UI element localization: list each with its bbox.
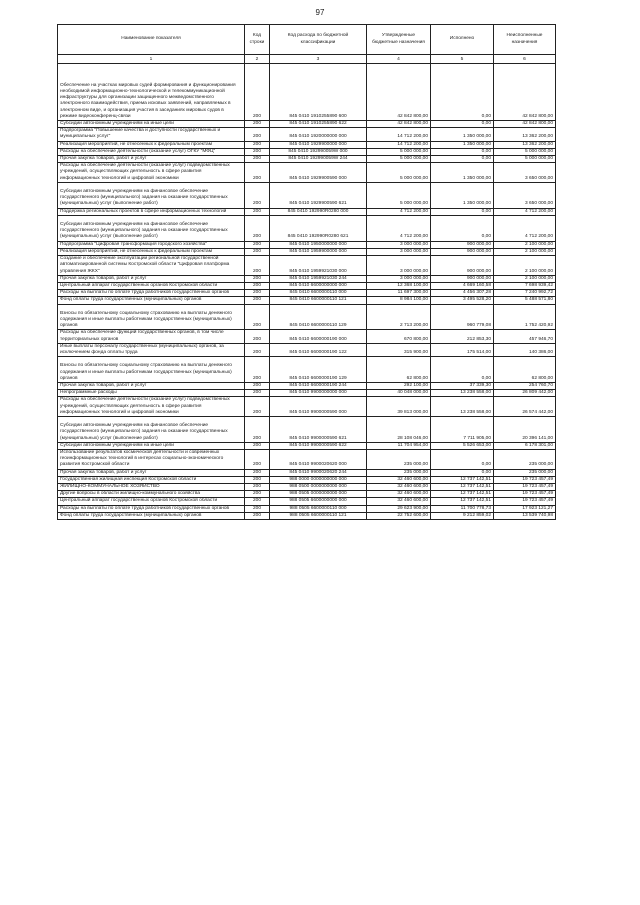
row-budget-code: 845 0410 1920000000 000 [270, 128, 367, 141]
row-budget-code: 845 0410 1910255890 622 [270, 121, 367, 128]
row-budget-code: 845 0410 9900000590 621 [270, 416, 367, 442]
row-name [58, 141, 245, 148]
row-name [58, 256, 245, 276]
row-name-text: Использование результатов космической деятельности и современных геоинформационных технологий в интересах социально-экономического развития Костромской области [60, 449, 224, 468]
table-row [58, 469, 556, 476]
column-number: 2 [245, 55, 270, 64]
row-budget-code: 845 0410 1959900000 000 [270, 248, 367, 255]
row-name-text: Центральный аппарат государственных органов Костромской области [60, 282, 218, 288]
row-budget-code: 845 0410 6600000190 122 [270, 343, 367, 356]
table-row [58, 282, 556, 289]
row-executed: 4 669 160,58 [431, 282, 494, 289]
row-executed: 960 779,08 [431, 304, 494, 330]
row-name-text: Субсидии автономным учреждениям на финансовое обеспечение государственного (муниципального) задания на оказание государственных (муниципальных) услуг (выполнение работ) [60, 423, 228, 441]
row-executed: 1 350 000,00 [431, 128, 494, 141]
row-name [58, 182, 245, 208]
row-budget-code: 845 0410 9900020620 244 [270, 469, 367, 476]
row-line-code: 200 [245, 141, 270, 148]
header-budget-code: Код расхода по бюджетной классификации [270, 25, 367, 55]
row-name-text: Реализация мероприятий, не отнесенных к федеральным проектам [60, 248, 212, 254]
row-line-code: 200 [245, 498, 270, 505]
row-line-code: 200 [245, 297, 270, 304]
table-header-row [58, 25, 556, 55]
row-budget-code: 845 0410 1950000000 000 [270, 241, 367, 248]
row-budget-code: 845 0410 9900000590 000 [270, 397, 367, 417]
row-name [58, 163, 245, 183]
table-row [58, 390, 556, 397]
row-name [58, 442, 245, 449]
row-budget-code: 845 0410 6600000190 000 [270, 330, 367, 343]
table-row [58, 343, 556, 356]
row-unexecuted: 19 723 457,49 [494, 498, 556, 505]
row-unexecuted: 19 723 457,49 [494, 476, 556, 483]
row-name-text: ЖИЛИЩНО-КОММУНАЛЬНОЕ ХОЗЯЙСТВО [60, 483, 160, 489]
row-approved: 235 000,00 [367, 449, 431, 469]
row-approved: 22 752 600,00 [367, 512, 431, 519]
row-name-text: Расходы на обеспечение деятельности (оказание услуг) подведомственных учреждений, осуществляющих деятельность в сфере развития информационных технологий и цифровой экономики [60, 397, 230, 415]
row-executed: 0,00 [431, 357, 494, 383]
column-number: 3 [270, 55, 367, 64]
row-name-text: Прочая закупка товаров, работ и услуг [60, 382, 147, 388]
row-line-code: 200 [245, 442, 270, 449]
row-name-text: Государственная жилищная инспекция Костромской области [60, 476, 197, 482]
row-approved: 40 048 000,00 [367, 390, 431, 397]
row-executed: 1 350 000,00 [431, 163, 494, 183]
table-row [58, 442, 556, 449]
row-line-code: 200 [245, 416, 270, 442]
table-row [58, 215, 556, 241]
row-unexecuted: 19 723 457,49 [494, 491, 556, 498]
header-line-code: Код строки [245, 25, 270, 55]
row-executed: 12 737 142,51 [431, 476, 494, 483]
row-unexecuted: 2 100 000,00 [494, 275, 556, 282]
row-name-text: Субсидии автономным учреждениям на иные цели [60, 442, 174, 448]
row-name-text: Субсидии автономным учреждениям на финансовое обеспечение государственного (муниципального) задания на оказание государственных (муниципальных) услуг (выполнение работ) [60, 189, 228, 207]
table-row [58, 483, 556, 490]
table-row [58, 248, 556, 255]
row-line-code: 200 [245, 505, 270, 512]
row-name [58, 156, 245, 163]
row-budget-code: 845 0410 192990R0280 000 [270, 208, 367, 215]
table-row [58, 156, 556, 163]
row-unexecuted: 13 362 200,00 [494, 141, 556, 148]
row-executed: 175 514,00 [431, 343, 494, 356]
row-budget-code: 845 0410 6600000110 121 [270, 297, 367, 304]
row-approved: 11 704 954,00 [367, 442, 431, 449]
row-budget-code: 845 0410 192990R0280 621 [270, 215, 367, 241]
row-unexecuted: 254 760,70 [494, 382, 556, 389]
row-budget-code: 845 0410 9900020620 000 [270, 449, 367, 469]
row-budget-code: 845 0410 1929900000 000 [270, 141, 367, 148]
row-approved: 5 000 000,00 [367, 156, 431, 163]
column-number: 1 [58, 55, 245, 64]
row-line-code: 200 [245, 282, 270, 289]
row-name [58, 148, 245, 155]
row-line-code: 200 [245, 469, 270, 476]
row-line-code: 200 [245, 476, 270, 483]
header-executed: Исполнено [431, 25, 494, 55]
table-row [58, 256, 556, 276]
row-unexecuted: 140 386,00 [494, 343, 556, 356]
table-row [58, 476, 556, 483]
row-line-code: 200 [245, 156, 270, 163]
row-unexecuted: 6 178 301,00 [494, 442, 556, 449]
row-executed: 1 350 000,00 [431, 182, 494, 208]
table-row [58, 297, 556, 304]
row-approved: 5 000 000,00 [367, 163, 431, 183]
row-executed: 13 238 558,00 [431, 397, 494, 417]
table-row [58, 163, 556, 183]
row-approved: 62 800,00 [367, 357, 431, 383]
row-line-code: 200 [245, 330, 270, 343]
table-row [58, 182, 556, 208]
table-row [58, 148, 556, 155]
row-executed: 0,00 [431, 148, 494, 155]
row-name [58, 343, 245, 356]
row-line-code: 200 [245, 343, 270, 356]
row-name-text: Прочая закупка товаров, работ и услуг [60, 275, 147, 281]
row-line-code: 200 [245, 208, 270, 215]
row-unexecuted: 42 842 800,00 [494, 121, 556, 128]
row-name-text: Субсидии автономным учреждениям на иные цели [60, 121, 174, 127]
row-budget-code: 845 0410 192990059W 000 [270, 148, 367, 155]
row-line-code: 200 [245, 390, 270, 397]
row-unexecuted: 235 000,00 [494, 469, 556, 476]
row-line-code: 200 [245, 182, 270, 208]
row-name [58, 390, 245, 397]
row-unexecuted: 5 000 000,00 [494, 156, 556, 163]
row-approved: 4 712 200,00 [367, 215, 431, 241]
row-line-code: 200 [245, 248, 270, 255]
row-approved: 3 000 000,00 [367, 275, 431, 282]
row-name-text: Расходы на обеспечение деятельности (оказание услуг) подведомственных учреждений, осуществляющих деятельность в сфере развития информационных технологий и цифровой экономики [60, 163, 230, 181]
row-unexecuted: 42 842 800,00 [494, 64, 556, 121]
row-unexecuted: 3 650 000,00 [494, 182, 556, 208]
row-name-text: Создание и обеспечение эксплуатации региональной государственной автоматизированной системы Костромской области "Цифровая платформа управления ЖКХ" [60, 256, 230, 274]
row-unexecuted: 13 539 740,98 [494, 512, 556, 519]
row-unexecuted: 26 574 442,00 [494, 397, 556, 417]
row-name-text: Расходы на обеспечение функций государственных органов, в том числе территориальных органов [60, 330, 224, 342]
row-executed: 12 737 142,51 [431, 483, 494, 490]
row-executed: 0,00 [431, 121, 494, 128]
row-unexecuted: 5 488 571,80 [494, 297, 556, 304]
row-approved: 29 623 900,00 [367, 505, 431, 512]
table-row [58, 304, 556, 330]
row-approved: 5 000 000,00 [367, 182, 431, 208]
row-name [58, 282, 245, 289]
row-executed: 0,00 [431, 469, 494, 476]
row-budget-code: 845 0410 1959921030 244 [270, 275, 367, 282]
row-approved: 235 000,00 [367, 469, 431, 476]
row-approved: 4 712 200,00 [367, 208, 431, 215]
row-executed: 0,00 [431, 215, 494, 241]
row-executed: 900 000,00 [431, 275, 494, 282]
row-approved: 2 713 200,00 [367, 304, 431, 330]
row-budget-code: 988 0505 6600000000 000 [270, 498, 367, 505]
table-row [58, 382, 556, 389]
row-name-text: Взносы по обязательному социальному страхованию на выплаты денежного содержания и иные выплаты работникам государственных (муниципальных) органов [60, 310, 232, 329]
row-name-text: Взносы по обязательному социальному страхованию на выплаты денежного содержания и иные выплаты работникам государственных (муниципальных) органов [60, 363, 232, 381]
row-budget-code: 845 0410 6600000110 000 [270, 290, 367, 297]
row-executed: 4 456 307,28 [431, 290, 494, 297]
row-unexecuted: 20 396 141,00 [494, 416, 556, 442]
row-approved: 670 800,00 [367, 330, 431, 343]
row-name-text: Расходы на обеспечение деятельности (оказание услуг) ОГКУ "МФЦ" [60, 148, 216, 154]
row-name [58, 416, 245, 442]
row-unexecuted: 7 240 992,72 [494, 290, 556, 297]
row-unexecuted: 4 712 200,00 [494, 215, 556, 241]
row-line-code: 200 [245, 449, 270, 469]
row-unexecuted: 2 100 000,00 [494, 241, 556, 248]
row-budget-code: 845 0410 1910255890 600 [270, 64, 367, 121]
row-name-text: Непрограммные расходы [60, 390, 117, 396]
row-executed: 1 350 000,00 [431, 141, 494, 148]
row-name [58, 275, 245, 282]
row-executed: 900 000,00 [431, 241, 494, 248]
row-name [58, 304, 245, 330]
row-line-code: 200 [245, 397, 270, 417]
header-approved: Утвержденные бюджетные назначения [367, 25, 431, 55]
row-executed: 900 000,00 [431, 256, 494, 276]
row-budget-code: 845 0410 1929900590 000 [270, 163, 367, 183]
table-row [58, 491, 556, 498]
row-executed: 0,00 [431, 64, 494, 121]
table-row [58, 128, 556, 141]
table-row [58, 330, 556, 343]
row-executed: 5 526 653,00 [431, 442, 494, 449]
row-name-text: Обеспечение на участках мировых судей формирования и функционирования необходимой информационно-технологической и телекоммуникационной инфраструктуры для организации защищенного межведомственного электронного взаимодействия, приема исковых заявлений, направляемых в электронном виде, и организация участия в заседаниях мировых судов в режиме видеоконференц-связи [60, 82, 236, 119]
row-name [58, 128, 245, 141]
page-number: 97 [315, 8, 325, 17]
row-name-text: Другие вопросы в области жилищно-коммунального хозяйства [60, 491, 200, 497]
row-name [58, 208, 245, 215]
row-unexecuted: 5 000 000,00 [494, 148, 556, 155]
row-executed: 11 700 778,73 [431, 505, 494, 512]
row-line-code: 200 [245, 64, 270, 121]
row-approved: 11 697 300,00 [367, 290, 431, 297]
row-approved: 292 100,00 [367, 382, 431, 389]
row-line-code: 200 [245, 512, 270, 519]
row-budget-code: 845 0410 6600000000 000 [270, 282, 367, 289]
table-row [58, 208, 556, 215]
row-unexecuted: 3 650 000,00 [494, 163, 556, 183]
row-unexecuted: 4 712 200,00 [494, 208, 556, 215]
row-approved: 5 000 000,00 [367, 148, 431, 155]
row-budget-code: 988 0500 0000000000 000 [270, 483, 367, 490]
row-unexecuted: 26 809 442,00 [494, 390, 556, 397]
row-unexecuted: 17 923 121,27 [494, 505, 556, 512]
row-name-text: Фонд оплаты труда государственных (муниципальных) органов [60, 512, 202, 518]
row-approved: 28 108 046,00 [367, 416, 431, 442]
row-line-code: 200 [245, 163, 270, 183]
row-budget-code: 845 0410 6600000190 129 [270, 357, 367, 383]
row-approved: 32 460 600,00 [367, 491, 431, 498]
row-name [58, 64, 245, 121]
row-line-code: 200 [245, 491, 270, 498]
row-name-text: Прочая закупка товаров, работ и услуг [60, 469, 147, 475]
table-row [58, 290, 556, 297]
row-line-code: 200 [245, 148, 270, 155]
table-row [58, 64, 556, 121]
row-unexecuted: 13 362 200,00 [494, 128, 556, 141]
row-executed: 12 737 142,51 [431, 498, 494, 505]
row-unexecuted: 7 698 939,42 [494, 282, 556, 289]
row-approved: 14 712 200,00 [367, 128, 431, 141]
table-row [58, 241, 556, 248]
table-row [58, 505, 556, 512]
row-executed: 212 853,30 [431, 330, 494, 343]
row-name-text: Подпрограмма "Повышение качества и доступности государственных и муниципальных услуг" [60, 128, 221, 140]
table-row [58, 121, 556, 128]
row-budget-code: 845 0410 6600000190 244 [270, 382, 367, 389]
row-spacer [60, 64, 242, 83]
row-executed: 13 238 558,00 [431, 390, 494, 397]
row-executed: 3 495 528,20 [431, 297, 494, 304]
row-executed: 0,00 [431, 156, 494, 163]
row-budget-code: 845 0410 1929900590 621 [270, 182, 367, 208]
table-row [58, 416, 556, 442]
row-unexecuted: 19 723 457,49 [494, 483, 556, 490]
row-budget-code: 845 0410 1959921030 000 [270, 256, 367, 276]
row-approved: 32 460 600,00 [367, 498, 431, 505]
row-line-code: 200 [245, 304, 270, 330]
row-approved: 3 000 000,00 [367, 248, 431, 255]
row-budget-code: 845 0410 9900000000 000 [270, 390, 367, 397]
table-row [58, 141, 556, 148]
row-name-text: Расходы на выплаты по оплате труда работников государственных органов [60, 290, 230, 296]
row-executed: 9 212 859,02 [431, 512, 494, 519]
row-approved: 39 813 000,00 [367, 397, 431, 417]
row-name [58, 498, 245, 505]
row-name [58, 297, 245, 304]
row-unexecuted: 62 800,00 [494, 357, 556, 383]
row-name [58, 449, 245, 469]
row-line-code: 200 [245, 382, 270, 389]
row-name-text: Реализация мероприятий, не отнесенных к федеральным проектам [60, 141, 212, 147]
row-budget-code: 988 0505 0000000000 000 [270, 491, 367, 498]
row-approved: 8 984 100,00 [367, 297, 431, 304]
row-name-text: Субсидии автономным учреждениям на финансовое обеспечение государственного (муниципального) задания на оказание государственных (муниципальных) услуг (выполнение работ) [60, 222, 228, 240]
row-name [58, 357, 245, 383]
row-line-code: 200 [245, 483, 270, 490]
row-executed: 7 711 905,00 [431, 416, 494, 442]
row-name [58, 512, 245, 519]
row-name [58, 476, 245, 483]
row-executed: 12 737 142,51 [431, 491, 494, 498]
table-row [58, 449, 556, 469]
row-name [58, 483, 245, 490]
header-indicator-name: Наименование показателя [58, 25, 245, 55]
row-approved: 14 712 200,00 [367, 141, 431, 148]
row-name-text: Прочая закупка товаров, работ и услуг [60, 156, 147, 162]
row-name-text: Иные выплаты персоналу государственных (муниципальных) органов, за исключением фонда оплаты труда [60, 343, 224, 355]
row-name-text: Фонд оплаты труда государственных (муниципальных) органов [60, 297, 202, 303]
row-line-code: 200 [245, 121, 270, 128]
row-executed: 0,00 [431, 449, 494, 469]
row-approved: 32 460 600,00 [367, 483, 431, 490]
row-budget-code: 988 0505 6600000110 000 [270, 505, 367, 512]
row-unexecuted: 2 100 000,00 [494, 256, 556, 276]
row-unexecuted: 2 100 000,00 [494, 248, 556, 255]
row-name-text: Поддержка региональных проектов в сфере информационных технологий [60, 208, 227, 214]
row-line-code: 200 [245, 357, 270, 383]
row-budget-code: 845 0410 192990059W 244 [270, 156, 367, 163]
row-name [58, 290, 245, 297]
table-row [58, 498, 556, 505]
row-name-text: Подпрограмма "Цифровая трансформация городского хозяйства" [60, 241, 208, 247]
row-budget-code: 988 0000 0000000000 000 [270, 476, 367, 483]
row-name [58, 491, 245, 498]
column-number: 4 [367, 55, 431, 64]
row-budget-code: 845 0410 9900000590 622 [270, 442, 367, 449]
row-line-code: 200 [245, 256, 270, 276]
row-unexecuted: 457 946,70 [494, 330, 556, 343]
row-name [58, 469, 245, 476]
row-approved: 42 842 800,00 [367, 121, 431, 128]
row-approved: 32 460 600,00 [367, 476, 431, 483]
row-name [58, 382, 245, 389]
row-executed: 0,00 [431, 208, 494, 215]
row-unexecuted: 1 752 420,92 [494, 304, 556, 330]
row-name [58, 397, 245, 417]
row-unexecuted: 235 000,00 [494, 449, 556, 469]
row-budget-code: 845 0410 6600000110 129 [270, 304, 367, 330]
row-name [58, 241, 245, 248]
row-line-code: 200 [245, 215, 270, 241]
row-name [58, 505, 245, 512]
row-line-code: 200 [245, 275, 270, 282]
column-number: 5 [431, 55, 494, 64]
row-line-code: 200 [245, 290, 270, 297]
row-approved: 12 368 100,00 [367, 282, 431, 289]
table-body [58, 64, 556, 520]
budget-execution-table [57, 24, 556, 520]
column-number-row [58, 55, 556, 64]
row-executed: 900 000,00 [431, 248, 494, 255]
row-approved: 3 000 000,00 [367, 256, 431, 276]
row-name-text: Центральный аппарат государственных органов Костромской области [60, 498, 218, 504]
table-row [58, 275, 556, 282]
header-unexecuted: Неисполненные назначения [494, 25, 556, 55]
table-row [58, 512, 556, 519]
row-name [58, 215, 245, 241]
column-number: 6 [494, 55, 556, 64]
table-row [58, 357, 556, 383]
row-name [58, 121, 245, 128]
row-line-code: 200 [245, 241, 270, 248]
table-row [58, 397, 556, 417]
row-line-code: 200 [245, 128, 270, 141]
row-approved: 42 842 800,00 [367, 64, 431, 121]
row-budget-code: 988 0505 6600000110 121 [270, 512, 367, 519]
row-approved: 3 000 000,00 [367, 241, 431, 248]
row-executed: 37 339,30 [431, 382, 494, 389]
row-name [58, 248, 245, 255]
row-approved: 315 900,00 [367, 343, 431, 356]
row-name [58, 330, 245, 343]
row-name-text: Расходы на выплаты по оплате труда работников государственных органов [60, 505, 230, 511]
